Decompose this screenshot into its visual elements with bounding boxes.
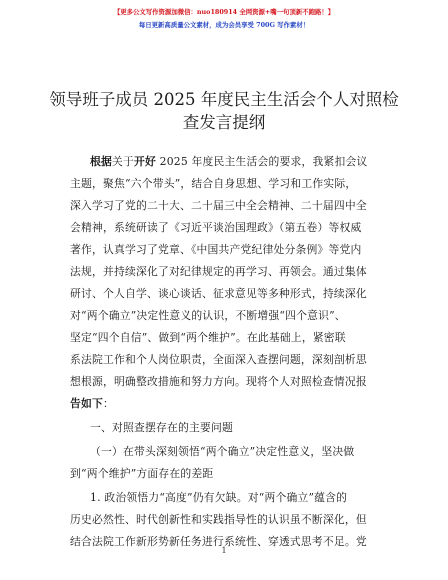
section-heading-1: 一、对照查摆存在的主要问题 bbox=[90, 421, 233, 434]
item-1-line-3: 结合法院工作新形势新任务进行系统性、穿透式思考不足。党 bbox=[70, 535, 367, 548]
intro-line-5: 著作，认真学习了党章、《中国共产党纪律处分条例》等党内 bbox=[70, 243, 362, 256]
item-1-line-2: 历史必然性、时代创新性和实践指导性的认识虽不断深化，但 bbox=[70, 513, 367, 526]
intro-l1-rest: 2025 年度民主生活会的要求，我紧扣会议 bbox=[156, 155, 368, 168]
intro-line-2: 主题，聚焦“六个带头”，结合自身思想、学习和工作实际， bbox=[70, 177, 357, 190]
subsection-heading-line-1: （一）在带头深刻领悟“两个确立”决定性意义，坚决做 bbox=[90, 445, 355, 458]
intro-l12-rest: ： bbox=[103, 397, 114, 410]
intro-line-1 bbox=[90, 154, 380, 169]
intro-l12-bold: 告如下 bbox=[70, 397, 103, 410]
subsection-heading-line-2: 到“两个维护”方面存在的差距 bbox=[70, 467, 214, 480]
intro-line-12 bbox=[70, 396, 380, 411]
promo-banner-bottom: 每日更新高质量公文素材，成为会员享受 700G 写作素材！ bbox=[138, 21, 310, 29]
intro-line-11: 想根源，明确整改措施和努力方向。现将个人对照检查情况报 bbox=[70, 375, 367, 388]
intro-line-7: 研讨、个人自学、谈心谈话、征求意见等多种形式，持续深化 bbox=[70, 287, 367, 300]
intro-line-4: 会精神，系统研读了《习近平谈治国理政》（第五卷）等权威 bbox=[70, 221, 362, 234]
item-1-line-1: 1. 政治领悟力“高度”仍有欠缺。对“两个确立”蕴含的 bbox=[90, 491, 348, 504]
document-title-line1: 领导班子成员 2025 年度民主生活会个人对照检 bbox=[49, 90, 399, 109]
intro-line-6: 法规，并持续深化了对纪律规定的再学习、再领会。通过集体 bbox=[70, 265, 367, 278]
intro-line-9: 坚定“四个自信”、做到“两个维护”。在此基础上，紧密联 bbox=[70, 331, 346, 344]
intro-line-8: 对“两个确立”决定性意义的认识，不断增强“四个意识”、 bbox=[70, 309, 346, 322]
document-title-line2: 查发言提纲 bbox=[182, 113, 266, 132]
intro-line-10: 系法院工作和个人岗位职责，全面深入查摆问题，深刻剖析思 bbox=[70, 353, 367, 366]
intro-l1-mid: 关于 bbox=[112, 155, 134, 168]
page-number: 1 bbox=[221, 546, 227, 555]
promo-banner-top: 【更多公文写作资源加微信：nuo180914 全网资源+嘴一句顶新不跑路！】 bbox=[113, 8, 335, 16]
intro-lead-bold: 根据 bbox=[90, 155, 112, 168]
intro-line-3: 深入学习了党的二十大、二十届三中全会精神、二十届四中全 bbox=[70, 199, 367, 212]
intro-l1-bold: 开好 bbox=[134, 155, 156, 168]
